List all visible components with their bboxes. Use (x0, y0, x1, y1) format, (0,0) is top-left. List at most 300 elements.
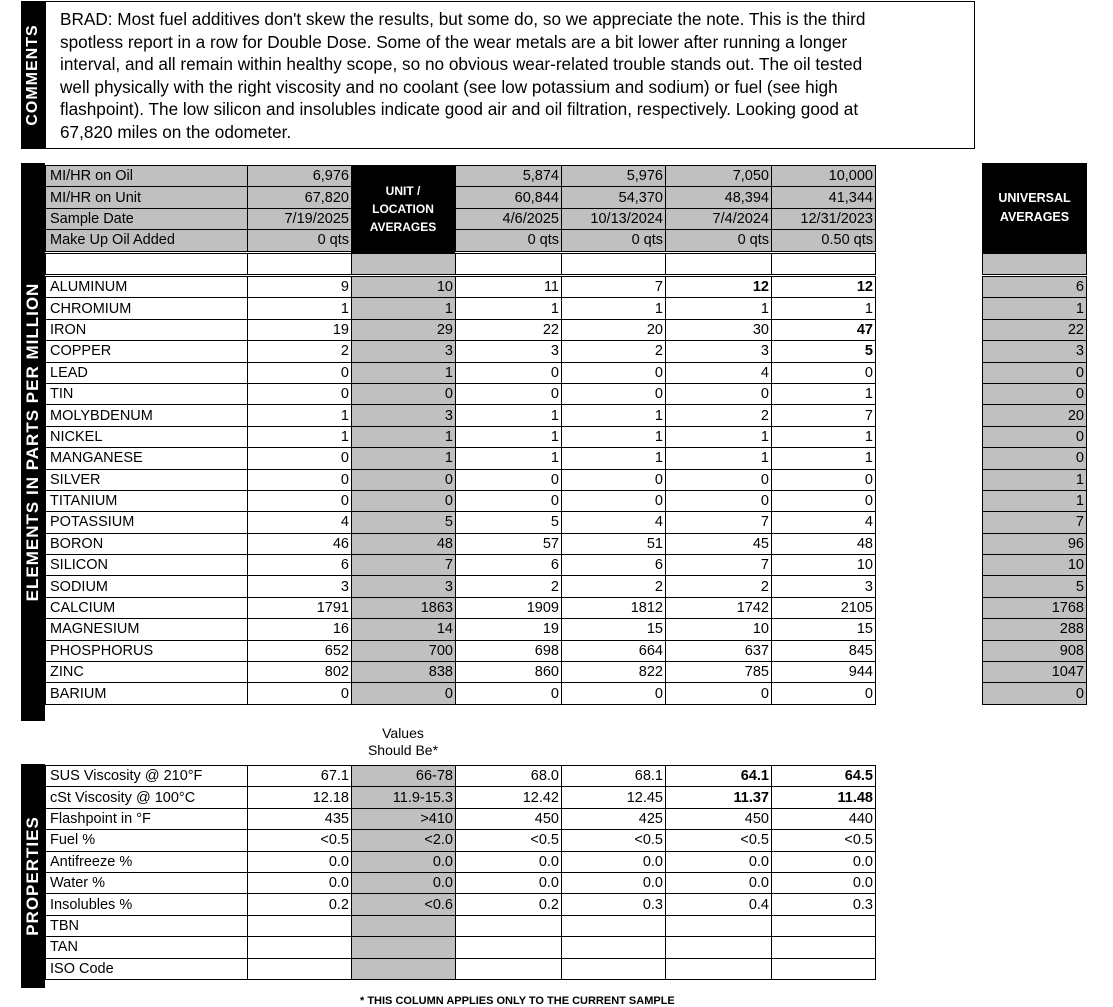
element-row (46, 662, 876, 683)
universal-average-cell: 908 (983, 640, 1087, 661)
element-value-cell: 1812 (562, 597, 666, 618)
property-value-cell: 68.1 (562, 766, 666, 787)
element-row (46, 512, 876, 533)
element-value-cell: 4 (248, 512, 352, 533)
element-value-cell: 57 (456, 533, 562, 554)
element-value-cell: 860 (456, 662, 562, 683)
universal-average-cell: 1 (983, 298, 1087, 319)
property-name: TAN (46, 937, 248, 958)
sample-cell: 10/13/2024 (562, 208, 666, 229)
property-name: Fuel % (46, 830, 248, 851)
universal-separator (982, 253, 1087, 275)
current-sample-cell: 7/19/2025 (248, 208, 352, 229)
element-value-cell: 19 (248, 319, 352, 340)
element-value-cell: 0 (562, 683, 666, 704)
element-value-cell: 2 (666, 576, 772, 597)
element-value-cell: 6 (456, 555, 562, 576)
property-value-cell: 0.0 (456, 872, 562, 893)
unit-average-cell: 3 (352, 576, 456, 597)
element-value-cell: 0 (456, 683, 562, 704)
element-value-cell: 2 (248, 341, 352, 362)
element-value-cell: 0 (248, 448, 352, 469)
expected-value-cell: <0.6 (352, 894, 456, 915)
element-value-cell: 1 (772, 426, 876, 447)
comment-line: interval, and all remain within healthy scope, so no obvious wear-related trouble stands out. The oil tested (60, 54, 863, 75)
element-name: TIN (46, 383, 248, 404)
property-value-cell: <0.5 (666, 830, 772, 851)
property-value-cell (248, 937, 352, 958)
sample-cell: 5,976 (562, 166, 666, 187)
element-value-cell: 0 (772, 362, 876, 383)
element-value-cell: 15 (772, 619, 876, 640)
sample-cell: 41,344 (772, 187, 876, 208)
universal-row (983, 640, 1087, 661)
element-name: ALUMINUM (46, 277, 248, 298)
property-value-cell: 12.18 (248, 787, 352, 808)
element-value-cell: 0 (772, 683, 876, 704)
universal-average-cell: 10 (983, 555, 1087, 576)
property-value-cell (562, 915, 666, 936)
element-value-cell: 7 (562, 277, 666, 298)
element-value-cell: 19 (456, 619, 562, 640)
property-value-cell: 0.2 (248, 894, 352, 915)
element-value-cell: 845 (772, 640, 876, 661)
element-value-cell: 0 (456, 469, 562, 490)
property-value-cell: 68.0 (456, 766, 562, 787)
sample-cell: 7/4/2024 (666, 208, 772, 229)
element-value-cell: 802 (248, 662, 352, 683)
element-name: BORON (46, 533, 248, 554)
element-value-cell: 7 (666, 555, 772, 576)
property-value-cell: 0.0 (456, 851, 562, 872)
property-value-cell: <0.5 (248, 830, 352, 851)
element-value-cell: 20 (562, 319, 666, 340)
property-value-cell (456, 915, 562, 936)
property-value-cell: 11.48 (772, 787, 876, 808)
element-value-cell: 0 (456, 362, 562, 383)
property-value-cell: 450 (666, 808, 772, 829)
element-value-cell: 822 (562, 662, 666, 683)
property-name: cSt Viscosity @ 100°C (46, 787, 248, 808)
element-value-cell: 0 (562, 383, 666, 404)
element-value-cell: 6 (248, 555, 352, 576)
property-name: ISO Code (46, 958, 248, 979)
property-row (46, 808, 876, 829)
property-row (46, 894, 876, 915)
unit-average-cell: 5 (352, 512, 456, 533)
property-name: SUS Viscosity @ 210°F (46, 766, 248, 787)
element-value-cell: 4 (562, 512, 666, 533)
unit-average-cell: 1 (352, 426, 456, 447)
property-value-cell: 64.1 (666, 766, 772, 787)
element-value-cell: 2 (562, 341, 666, 362)
property-row (46, 787, 876, 808)
universal-row (983, 597, 1087, 618)
property-value-cell (248, 958, 352, 979)
element-value-cell: 1 (772, 448, 876, 469)
element-name: CHROMIUM (46, 298, 248, 319)
property-value-cell: 0.0 (772, 872, 876, 893)
element-row (46, 448, 876, 469)
element-value-cell: 48 (772, 533, 876, 554)
universal-average-cell: 0 (983, 448, 1087, 469)
property-value-cell: 0.0 (562, 872, 666, 893)
property-value-cell: 0.0 (248, 851, 352, 872)
property-value-cell: 64.5 (772, 766, 876, 787)
element-value-cell: 1 (666, 426, 772, 447)
element-value-cell: 637 (666, 640, 772, 661)
element-value-cell: 785 (666, 662, 772, 683)
universal-average-cell: 0 (983, 683, 1087, 704)
element-value-cell: 9 (248, 277, 352, 298)
element-name: TITANIUM (46, 490, 248, 511)
sample-cell: 4/6/2025 (456, 208, 562, 229)
property-row (46, 851, 876, 872)
element-value-cell: 2105 (772, 597, 876, 618)
element-value-cell: 3 (248, 576, 352, 597)
element-value-cell: 1 (666, 448, 772, 469)
element-value-cell: 11 (456, 277, 562, 298)
element-value-cell: 12 (666, 277, 772, 298)
property-value-cell: 0.0 (666, 851, 772, 872)
comment-line: flashpoint). The low silicon and insolubles indicate good air and oil filtration, respectively. Looking good at (60, 99, 859, 120)
unit-average-cell: 14 (352, 619, 456, 640)
universal-average-cell: 3 (983, 341, 1087, 362)
property-row (46, 915, 876, 936)
separator-row (45, 253, 876, 275)
element-name: IRON (46, 319, 248, 340)
property-name: Insolubles % (46, 894, 248, 915)
universal-row (983, 298, 1087, 319)
element-value-cell: 944 (772, 662, 876, 683)
property-value-cell: 440 (772, 808, 876, 829)
property-value-cell: <0.5 (562, 830, 666, 851)
comment-line: spotless report in a row for Double Dose. Some of the wear metals are a bit lower after running a longer (60, 31, 848, 52)
unit-average-cell: 0 (352, 469, 456, 490)
element-value-cell: 0 (248, 683, 352, 704)
element-value-cell: 0 (248, 362, 352, 383)
sample-cell: 0.50 qts (772, 230, 876, 251)
element-value-cell: 6 (562, 555, 666, 576)
element-value-cell: 0 (562, 490, 666, 511)
properties-table (45, 765, 876, 980)
universal-average-cell: 1 (983, 469, 1087, 490)
universal-row (983, 362, 1087, 383)
element-value-cell: 15 (562, 619, 666, 640)
element-name: NICKEL (46, 426, 248, 447)
unit-average-cell: 0 (352, 683, 456, 704)
property-name: TBN (46, 915, 248, 936)
element-value-cell: 1791 (248, 597, 352, 618)
element-row (46, 533, 876, 554)
element-row (46, 362, 876, 383)
element-value-cell: 5 (456, 512, 562, 533)
property-value-cell (772, 958, 876, 979)
element-row (46, 597, 876, 618)
element-row (46, 426, 876, 447)
unit-average-cell: 0 (352, 383, 456, 404)
sample-cell: 12/31/2023 (772, 208, 876, 229)
element-value-cell: 5 (772, 341, 876, 362)
property-name: Antifreeze % (46, 851, 248, 872)
element-value-cell: 1 (562, 426, 666, 447)
sample-cell: 60,844 (456, 187, 562, 208)
current-sample-cell: 67,820 (248, 187, 352, 208)
universal-averages-header: UNIVERSAL AVERAGES (982, 163, 1087, 253)
expected-value-cell: 0.0 (352, 872, 456, 893)
values-should-be-label: Values Should Be* (367, 725, 439, 758)
element-value-cell: 7 (772, 405, 876, 426)
row-label: MI/HR on Unit (46, 187, 248, 208)
property-value-cell: 0.2 (456, 894, 562, 915)
element-value-cell: 22 (456, 319, 562, 340)
unit-average-cell: 48 (352, 533, 456, 554)
element-row (46, 490, 876, 511)
element-value-cell: 2 (666, 405, 772, 426)
property-value-cell (666, 937, 772, 958)
property-value-cell (772, 915, 876, 936)
element-value-cell: 0 (666, 490, 772, 511)
comment-line: BRAD: Most fuel additives don't skew the results, but some do, so we appreciate the note. This is the third (60, 9, 866, 29)
property-value-cell: 0.4 (666, 894, 772, 915)
property-value-cell (562, 958, 666, 979)
element-value-cell: 7 (666, 512, 772, 533)
element-name: PHOSPHORUS (46, 640, 248, 661)
universal-average-cell: 0 (983, 362, 1087, 383)
element-name: SILICON (46, 555, 248, 576)
unit-location-averages-header: UNIT / LOCATION AVERAGES (351, 165, 455, 253)
element-name: SILVER (46, 469, 248, 490)
element-value-cell: 1 (562, 448, 666, 469)
footnote: * THIS COLUMN APPLIES ONLY TO THE CURRENT SAMPLE (360, 995, 675, 1007)
element-name: LEAD (46, 362, 248, 383)
universal-row (983, 405, 1087, 426)
sample-cell: 7,050 (666, 166, 772, 187)
expected-value-cell (352, 958, 456, 979)
universal-row (983, 448, 1087, 469)
element-value-cell: 1742 (666, 597, 772, 618)
property-value-cell: 0.3 (772, 894, 876, 915)
unit-average-cell: 3 (352, 341, 456, 362)
expected-value-cell: <2.0 (352, 830, 456, 851)
universal-row (983, 469, 1087, 490)
element-value-cell: 0 (772, 469, 876, 490)
unit-average-cell: 10 (352, 277, 456, 298)
element-value-cell: 1 (456, 405, 562, 426)
property-value-cell: 0.0 (666, 872, 772, 893)
property-value-cell (666, 915, 772, 936)
universal-average-cell: 0 (983, 383, 1087, 404)
universal-average-cell: 22 (983, 319, 1087, 340)
universal-row (983, 490, 1087, 511)
expected-value-cell: >410 (352, 808, 456, 829)
property-value-cell: 12.42 (456, 787, 562, 808)
element-row (46, 319, 876, 340)
universal-row (983, 426, 1087, 447)
sample-cell: 5,874 (456, 166, 562, 187)
property-value-cell: <0.5 (772, 830, 876, 851)
element-value-cell: 3 (666, 341, 772, 362)
property-value-cell (248, 915, 352, 936)
universal-average-cell: 0 (983, 426, 1087, 447)
element-value-cell: 0 (666, 469, 772, 490)
element-value-cell: 0 (456, 383, 562, 404)
element-name: MANGANESE (46, 448, 248, 469)
property-value-cell: 425 (562, 808, 666, 829)
universal-row (983, 683, 1087, 704)
universal-row (983, 341, 1087, 362)
element-value-cell: 1 (666, 298, 772, 319)
element-value-cell: 0 (248, 490, 352, 511)
property-name: Flashpoint in °F (46, 808, 248, 829)
element-value-cell: 652 (248, 640, 352, 661)
sample-cell: 10,000 (772, 166, 876, 187)
universal-row (983, 277, 1087, 298)
element-name: POTASSIUM (46, 512, 248, 533)
element-value-cell: 4 (772, 512, 876, 533)
universal-row (983, 512, 1087, 533)
element-value-cell: 1 (772, 298, 876, 319)
element-value-cell: 3 (456, 341, 562, 362)
element-value-cell: 4 (666, 362, 772, 383)
property-row (46, 958, 876, 979)
sample-cell: 0 qts (666, 230, 772, 251)
expected-value-cell: 66-78 (352, 766, 456, 787)
element-value-cell: 2 (562, 576, 666, 597)
element-value-cell: 0 (562, 362, 666, 383)
comments-box (45, 1, 975, 149)
element-row (46, 683, 876, 704)
element-name: MOLYBDENUM (46, 405, 248, 426)
element-value-cell: 10 (772, 555, 876, 576)
elements-side-label: ELEMENTS IN PARTS PER MILLION (21, 163, 45, 721)
row-label: Sample Date (46, 208, 248, 229)
universal-average-cell: 288 (983, 619, 1087, 640)
element-value-cell: 30 (666, 319, 772, 340)
universal-average-cell: 1768 (983, 597, 1087, 618)
element-row (46, 576, 876, 597)
element-value-cell: 0 (248, 383, 352, 404)
universal-average-cell: 1047 (983, 662, 1087, 683)
property-value-cell (562, 937, 666, 958)
sample-cell: 54,370 (562, 187, 666, 208)
element-row (46, 619, 876, 640)
element-value-cell: 0 (666, 383, 772, 404)
element-row (46, 555, 876, 576)
element-value-cell: 1 (248, 426, 352, 447)
element-value-cell: 12 (772, 277, 876, 298)
universal-average-cell: 5 (983, 576, 1087, 597)
element-value-cell: 1 (772, 383, 876, 404)
property-value-cell: 12.45 (562, 787, 666, 808)
unit-average-cell: 3 (352, 405, 456, 426)
property-value-cell: 0.0 (248, 872, 352, 893)
property-row (46, 872, 876, 893)
property-value-cell: 11.37 (666, 787, 772, 808)
element-value-cell: 47 (772, 319, 876, 340)
property-value-cell (772, 937, 876, 958)
universal-row (983, 576, 1087, 597)
current-sample-cell: 6,976 (248, 166, 352, 187)
element-value-cell: 46 (248, 533, 352, 554)
property-value-cell: <0.5 (456, 830, 562, 851)
element-value-cell: 664 (562, 640, 666, 661)
property-row (46, 830, 876, 851)
property-value-cell: 0.0 (562, 851, 666, 872)
universal-average-cell: 20 (983, 405, 1087, 426)
element-value-cell: 45 (666, 533, 772, 554)
universal-row (983, 319, 1087, 340)
element-name: MAGNESIUM (46, 619, 248, 640)
sample-cell: 0 qts (562, 230, 666, 251)
expected-value-cell (352, 915, 456, 936)
universal-row (983, 619, 1087, 640)
element-row (46, 341, 876, 362)
element-name: BARIUM (46, 683, 248, 704)
comments-side-label: COMMENTS (21, 1, 45, 149)
element-value-cell: 1 (248, 298, 352, 319)
element-value-cell: 0 (772, 490, 876, 511)
element-name: ZINC (46, 662, 248, 683)
comment-line: well physically with the right viscosity and no coolant (see low potassium and sodium) or fuel (see high (60, 76, 838, 97)
element-value-cell: 0 (456, 490, 562, 511)
comment-line: 67,820 miles on the odometer. (60, 121, 292, 142)
unit-average-cell: 700 (352, 640, 456, 661)
element-row (46, 383, 876, 404)
universal-row (983, 662, 1087, 683)
header-row (46, 230, 876, 251)
sample-cell: 48,394 (666, 187, 772, 208)
properties-side-label: PROPERTIES (21, 764, 45, 988)
sample-cell: 0 qts (456, 230, 562, 251)
expected-value-cell (352, 937, 456, 958)
unit-average-cell: 1 (352, 448, 456, 469)
element-row (46, 469, 876, 490)
element-value-cell: 1 (562, 298, 666, 319)
property-value-cell (666, 958, 772, 979)
property-row (46, 937, 876, 958)
property-row (46, 766, 876, 787)
element-value-cell: 1 (248, 405, 352, 426)
element-value-cell: 0 (562, 469, 666, 490)
element-value-cell: 1 (456, 426, 562, 447)
unit-average-cell: 0 (352, 490, 456, 511)
unit-average-cell: 29 (352, 319, 456, 340)
property-value-cell: 0.3 (562, 894, 666, 915)
header-row (46, 166, 876, 187)
row-label: Make Up Oil Added (46, 230, 248, 251)
property-value-cell: 67.1 (248, 766, 352, 787)
universal-average-cell: 7 (983, 512, 1087, 533)
element-value-cell: 0 (248, 469, 352, 490)
element-row (46, 405, 876, 426)
element-name: COPPER (46, 341, 248, 362)
property-value-cell (456, 937, 562, 958)
unit-average-cell: 838 (352, 662, 456, 683)
element-value-cell: 1 (562, 405, 666, 426)
expected-value-cell: 0.0 (352, 851, 456, 872)
header-row (46, 208, 876, 229)
element-value-cell: 10 (666, 619, 772, 640)
property-value-cell: 435 (248, 808, 352, 829)
element-name: SODIUM (46, 576, 248, 597)
element-row (46, 640, 876, 661)
unit-average-cell: 1 (352, 298, 456, 319)
element-row (46, 298, 876, 319)
expected-value-cell: 11.9-15.3 (352, 787, 456, 808)
element-row (46, 277, 876, 298)
header-row (46, 187, 876, 208)
